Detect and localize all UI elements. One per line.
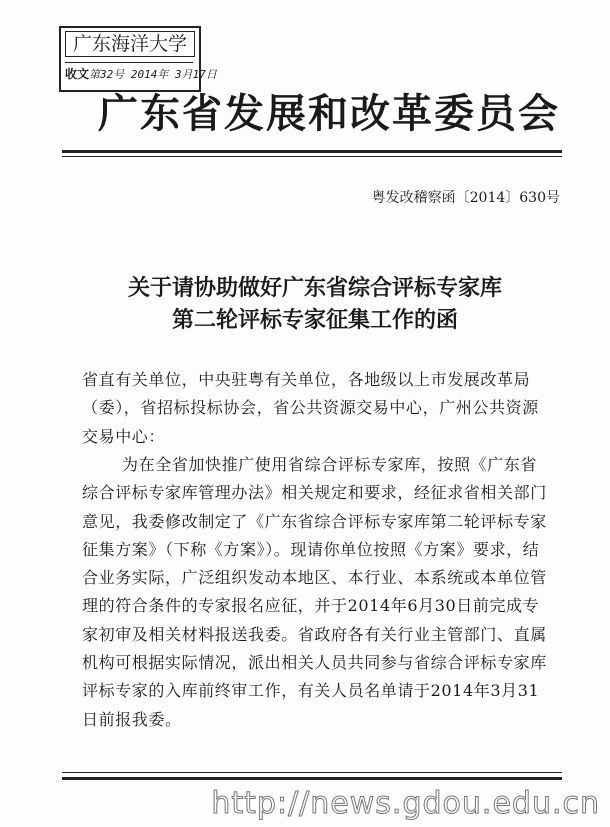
stamp-receipt-label: 收文 [65,67,90,81]
document-title-line-1: 关于请协助做好广东省综合评标专家库 [127,275,502,301]
header-rule-thick [62,150,562,153]
document-number: 粤发改稽察函〔2014〕630号 [371,190,560,206]
stamp-university-name: 广东海洋大学 [65,31,195,57]
salutation-text: 省直有关单位，中央驻粤有关单位，各地级以上市发展改革局（委），省招标投标协会，省公共资源交易中心，广州公共资源交易中心： [82,370,539,446]
receipt-stamp [59,26,217,92]
issuing-authority-header: 广东省发展和改革委员会 [98,90,560,137]
body-paragraph-text: 为在全省加快推广使用省综合评标专家库，按照《广东省综合评标专家库管理办法》相关规定和要求，经征求省相关部门意见，我委修改制定了《广东省综合评标专家库第二轮评标专家征集方案》（下称《方案》）。现请你单位按照《方案》要求，结合业务实际，广泛组织发动本地区、本行业、本系统或本单位管理的符合条件的专家报名应征，并于2014年6月30日前完成专家初审及相关材料报送我委。省政府各有关行业主管部门、直属机构可根据实际情况，派出相关人员共同参与省综合评标专家库评标专家的入库前终审工作，有关人员名单请于2014年3月31日前报我委。 [82,455,547,729]
stamp-receipt-entry: 第32号 2014年 3月17日 [89,68,217,81]
header-rule-thin [62,156,562,157]
body-paragraph-block [82,451,552,734]
document-title-line-2: 第二轮评标专家征集工作的函 [171,307,458,333]
stamp-receipt-row [65,62,217,85]
source-watermark: http://news.gdou.edu.cn [211,786,600,821]
salutation-block [82,366,552,451]
document-title [80,272,550,336]
footer-rule-thick [62,777,562,780]
footer-rule-thin [62,772,562,773]
